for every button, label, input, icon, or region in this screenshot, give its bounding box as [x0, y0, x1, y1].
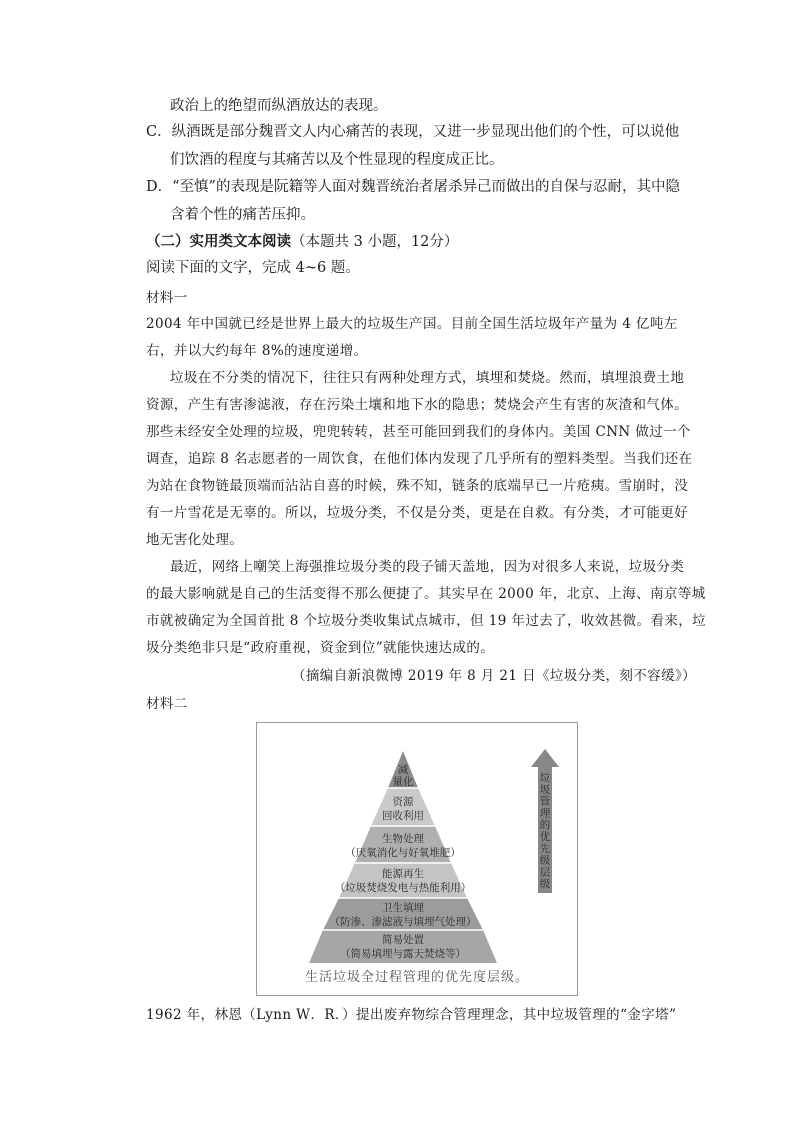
tier-2-label-b: 回收利用: [382, 810, 424, 822]
material1-line: 调查，追踪 8 名志愿者的一周饮食，在他们体内发现了几乎所有的塑料类型。当我们还在: [146, 451, 693, 467]
material1-line: 有一片雪花是无辜的。所以，垃圾分类，不仅是分类，更是在自救。有分类，才可能更好: [146, 505, 689, 521]
section-heading: [146, 232, 458, 252]
arrow-label-char: 垃: [539, 772, 551, 784]
material1-line: 垃圾在不分类的情况下，往往只有两种处理方式，填埋和焚烧。然而，填埋浪费土地: [170, 370, 685, 386]
section-note: （本题共 3 小题，12分）: [291, 234, 459, 250]
figure-caption: 生活垃圾全过程管理的优先度层级。: [304, 970, 529, 985]
material1-source: （摘编自新浪微博 2019 年 8 月 21 日《垃圾分类，刻不容缓》）: [292, 668, 697, 684]
option-c-line1: C．纵酒既是部分魏晋文人内心痛苦的表现，又进一步显现出他们的个性，可以说他: [146, 124, 680, 140]
arrow-label-char: 圾: [539, 783, 551, 796]
option-b-continuation: 政治上的绝望而纵酒放达的表现。: [170, 98, 388, 114]
arrow-label-char: 先: [539, 842, 551, 855]
arrow-vertical-label: [540, 771, 551, 890]
tier-4-label-b: （垃圾焚烧发电与热能利用）: [334, 882, 472, 894]
material1-line: 右，并以大约每年 8%的速度递增。: [146, 343, 368, 359]
arrow-label-char: 优: [539, 831, 551, 843]
material1-line: 的最大影响就是自己的生活变得不那么便捷了。其实早在 2000 年，北京、上海、南京等城: [146, 586, 706, 602]
material1-line: 资源，产生有害渗滤液，存在污染土壤和地下水的隐患；焚烧会产生有害的灰渣和气体。: [146, 397, 689, 413]
section-instruction: 阅读下面的文字，完成 4~6 题。: [146, 260, 360, 276]
tier-3-label-b: （厌氧消化与好氧堆肥）: [345, 847, 461, 859]
tier-4-label-a: 能源再生: [382, 868, 424, 880]
arrow-label-char: 理: [539, 807, 551, 820]
option-d-line2: 含着个性的痛苦压抑。: [170, 207, 315, 223]
arrow-label-char: 级: [539, 878, 551, 891]
pyramid-svg: [257, 723, 577, 995]
arrow-label-char: 层: [539, 866, 551, 879]
tier-2-label-a: 资源: [392, 796, 414, 808]
tier-5-label-b: （防渗、渗滤液与填埋气处理）: [329, 916, 477, 928]
arrow-label-char: 的: [539, 819, 551, 832]
material1-label: 材料一: [146, 290, 188, 306]
material1-line: 为站在食物链最顶端而沾沾自喜的时候，殊不知，链条的底端早已一片疮痍。雪崩时，没: [146, 478, 689, 494]
tier-1-label-a: 减: [397, 764, 409, 776]
section-title: （二）实用类文本阅读: [146, 233, 291, 250]
final-line: 1962 年，林恩（Lynn W．R．）提出废弃物综合管理理念，其中垃圾管理的“金字塔”: [146, 1007, 677, 1023]
material2-label: 材料二: [146, 696, 188, 712]
arrow-label-char: 管: [539, 795, 551, 808]
priority-pyramid-figure: [256, 722, 578, 996]
tier-6-label-b: （简易填埋与露天焚烧等）: [340, 948, 466, 960]
material1-line: 那些未经安全处理的垃圾，兜兜转转，甚至可能回到我们的身体内。美国 CNN 做过一个: [146, 424, 691, 440]
option-c-line2: 们饮酒的程度与其痛苦以及个性显现的程度成正比。: [170, 152, 504, 168]
material1-line: 2004 年中国就已经是世界上最大的垃圾生产国。目前全国生活垃圾年产量为 4 亿吨左: [146, 316, 678, 332]
material1-line: 地无害化处理。: [146, 532, 244, 548]
tier-3-label-a: 生物处理: [382, 833, 424, 845]
material1-line: 最近，网络上嘲笑上海强推垃圾分类的段子铺天盖地，因为对很多人来说，垃圾分类: [170, 559, 685, 575]
tier-5-label-a: 卫生填埋: [382, 902, 424, 914]
material1-line: 市就被确定为全国首批 8 个垃圾分类收集试点城市，但 19 年过去了，收效甚微。看来，垃: [146, 613, 707, 629]
option-d-line1: D．“至慎”的表现是阮籍等人面对魏晋统治者屠杀异己而做出的自保与忍耐，其中隐: [146, 179, 680, 195]
tier-1-label-b: 量化: [392, 776, 414, 788]
material1-line: 圾分类绝非只是“政府重视，资金到位”就能快速达成的。: [146, 640, 495, 656]
arrow-label-char: 级: [539, 854, 551, 867]
tier-6-label-a: 简易处置: [382, 934, 424, 946]
